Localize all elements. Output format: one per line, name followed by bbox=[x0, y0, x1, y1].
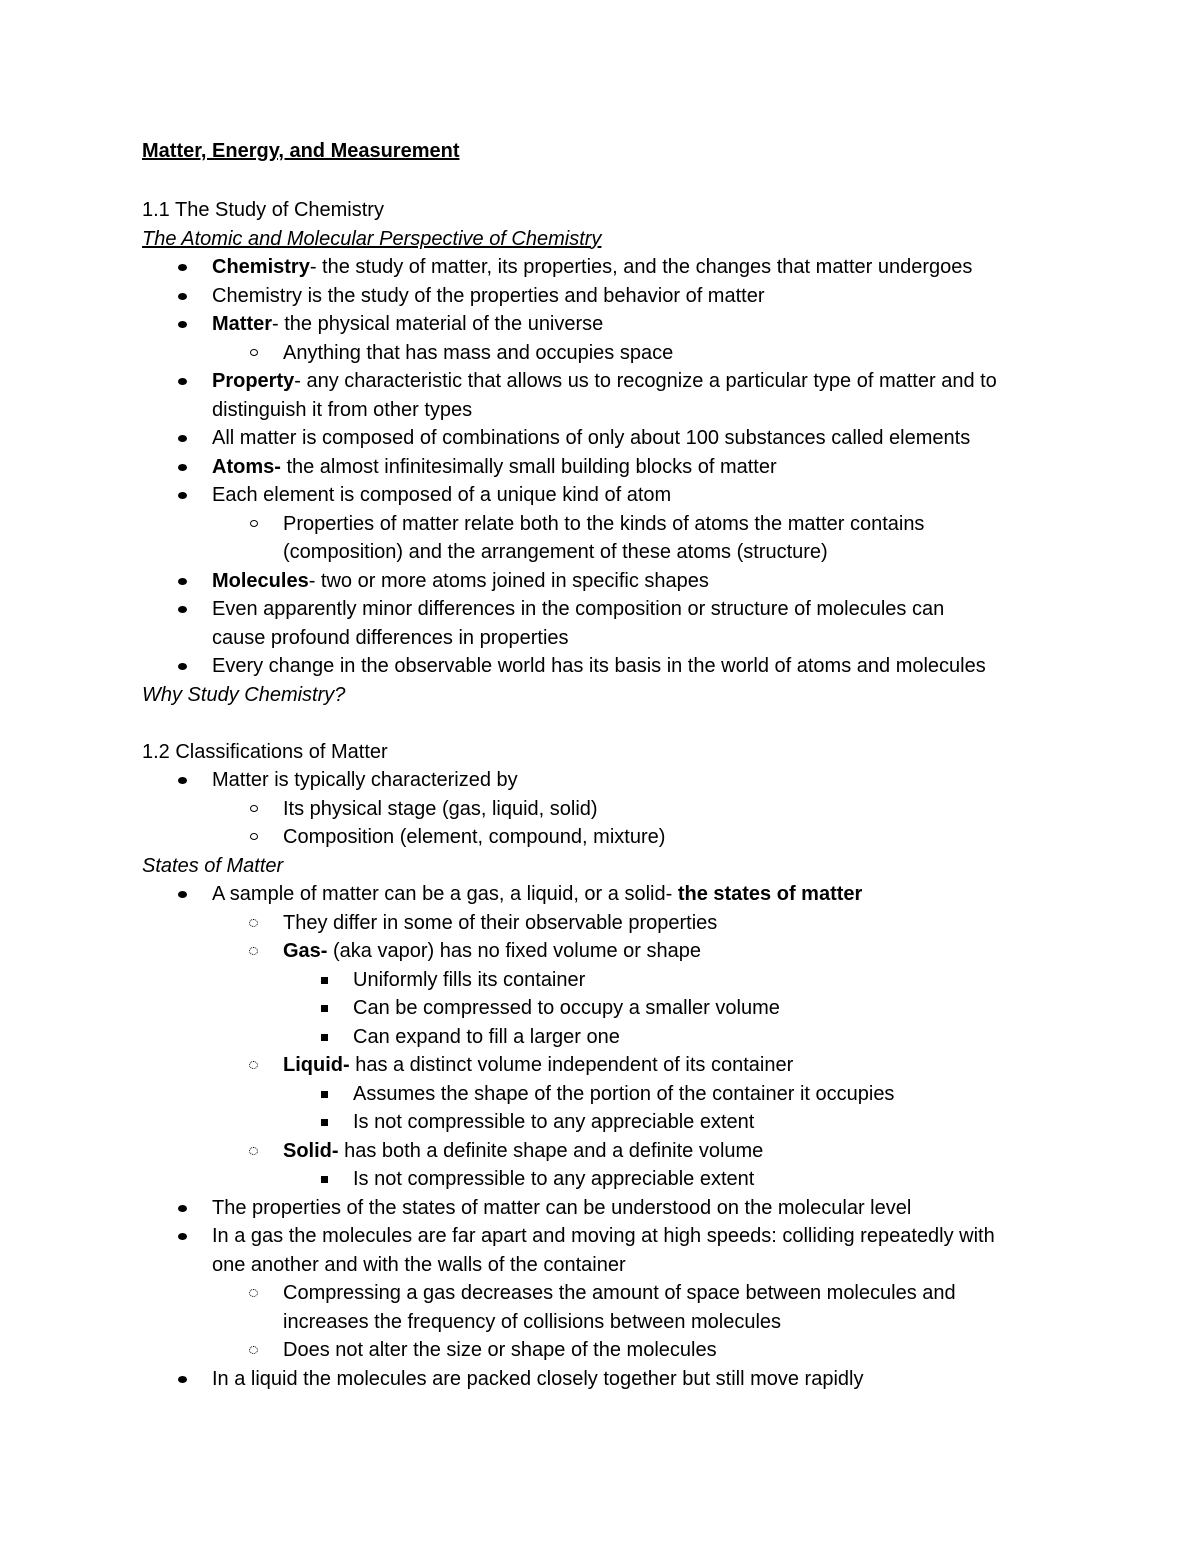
list-item: Matter- the physical material of the universe bbox=[142, 310, 1072, 339]
section-heading-1-1: 1.1 The Study of Chemistry bbox=[142, 199, 384, 221]
dotted-circle-bullet-icon bbox=[249, 947, 258, 955]
circle-bullet-icon bbox=[250, 349, 258, 356]
list-item: The properties of the states of matter can be understood on the molecular level bbox=[142, 1194, 1072, 1223]
bullet-icon bbox=[178, 578, 187, 585]
list-states-of-matter bbox=[142, 880, 1072, 1393]
list-item: Its physical stage (gas, liquid, solid) bbox=[142, 795, 1072, 824]
spacer bbox=[142, 709, 1072, 738]
square-bullet-icon bbox=[321, 1176, 328, 1183]
dotted-circle-bullet-icon bbox=[249, 1289, 258, 1297]
term: Molecules bbox=[212, 569, 309, 592]
bullet-icon bbox=[178, 435, 187, 442]
bullet-icon bbox=[178, 293, 187, 300]
list-item: Solid- has both a definite shape and a definite volume bbox=[142, 1137, 1072, 1166]
list-item: Assumes the shape of the portion of the container it occupies bbox=[142, 1080, 1072, 1109]
list-item: Composition (element, compound, mixture) bbox=[142, 823, 1072, 852]
bullet-icon bbox=[178, 492, 187, 499]
bullet-icon bbox=[178, 378, 187, 385]
bullet-icon bbox=[178, 1376, 187, 1383]
document-title: Matter, Energy, and Measurement bbox=[142, 140, 460, 162]
term: the states of matter bbox=[677, 883, 863, 905]
list-item: Compressing a gas decreases the amount of space between molecules and increases the frequency of collisions between molecules bbox=[142, 1279, 1072, 1336]
square-bullet-icon bbox=[321, 1034, 328, 1041]
term: Liquid- bbox=[283, 1054, 350, 1076]
list-item: Does not alter the size or shape of the molecules bbox=[142, 1336, 1072, 1365]
square-bullet-icon bbox=[321, 1005, 328, 1012]
dotted-circle-bullet-icon bbox=[249, 1147, 258, 1155]
circle-bullet-icon bbox=[250, 805, 258, 812]
square-bullet-icon bbox=[321, 1119, 328, 1126]
list-item: Can expand to fill a larger one bbox=[142, 1023, 1072, 1052]
list-section-1-2 bbox=[142, 766, 1072, 852]
list-item: Every change in the observable world has its basis in the world of atoms and molecules bbox=[142, 652, 1072, 681]
dotted-circle-bullet-icon bbox=[249, 1346, 258, 1354]
list-item: A sample of matter can be a gas, a liquid, or a solid- the states of matter bbox=[142, 880, 1072, 909]
section-heading-1-2: 1.2 Classifications of Matter bbox=[142, 740, 388, 763]
term: Atoms- bbox=[212, 455, 281, 478]
bullet-icon bbox=[178, 264, 187, 271]
term: Property bbox=[212, 370, 295, 392]
bullet-icon bbox=[178, 1233, 187, 1240]
circle-bullet-icon bbox=[250, 520, 258, 527]
list-item: Is not compressible to any appreciable extent bbox=[142, 1165, 1072, 1194]
list-item: Liquid- has a distinct volume independent of its container bbox=[142, 1051, 1072, 1080]
term: Gas- bbox=[283, 940, 328, 962]
bullet-icon bbox=[178, 777, 187, 784]
document-body bbox=[142, 196, 1072, 1393]
list-item: In a liquid the molecules are packed closely together but still move rapidly bbox=[142, 1365, 1072, 1394]
square-bullet-icon bbox=[321, 977, 328, 984]
list-item: Matter is typically characterized by bbox=[142, 766, 1072, 795]
subheading-why-study: Why Study Chemistry? bbox=[142, 683, 346, 706]
list-item: Is not compressible to any appreciable extent bbox=[142, 1108, 1072, 1137]
dotted-circle-bullet-icon bbox=[249, 1061, 258, 1069]
list-item: Properties of matter relate both to the kinds of atoms the matter contains (composition) and the arrangement of these atoms (structure) bbox=[142, 510, 1072, 567]
circle-bullet-icon bbox=[250, 833, 258, 840]
bullet-icon bbox=[178, 891, 187, 898]
list-item: They differ in some of their observable properties bbox=[142, 909, 1072, 938]
list-item: All matter is composed of combinations of only about 100 substances called elements bbox=[142, 424, 1072, 453]
list-item: Each element is composed of a unique kind of atom bbox=[142, 481, 1072, 510]
list-item: Anything that has mass and occupies space bbox=[142, 339, 1072, 368]
list-item: Chemistry- the study of matter, its properties, and the changes that matter undergoes bbox=[142, 253, 1072, 282]
list-item: Uniformly fills its container bbox=[142, 966, 1072, 995]
term: Solid- bbox=[283, 1139, 339, 1162]
subheading-atomic-perspective: The Atomic and Molecular Perspective of Chemistry bbox=[142, 227, 602, 250]
bullet-icon bbox=[178, 663, 187, 670]
term: Matter bbox=[212, 313, 273, 335]
list-item: Gas- (aka vapor) has no fixed volume or shape bbox=[142, 937, 1072, 966]
bullet-icon bbox=[178, 464, 187, 471]
list-item: Chemistry is the study of the properties and behavior of matter bbox=[142, 282, 1072, 311]
bullet-icon bbox=[178, 606, 187, 613]
subheading-states-of-matter: States of Matter bbox=[142, 854, 284, 877]
term: Chemistry bbox=[212, 256, 310, 278]
list-item: Atoms- the almost infinitesimally small building blocks of matter bbox=[142, 453, 1072, 482]
square-bullet-icon bbox=[321, 1091, 328, 1098]
list-section-1-1 bbox=[142, 253, 1072, 681]
list-item: Can be compressed to occupy a smaller volume bbox=[142, 994, 1072, 1023]
list-item: Property- any characteristic that allows us to recognize a particular type of matter and to distinguish it from other types bbox=[142, 367, 1072, 424]
bullet-icon bbox=[178, 1205, 187, 1212]
list-item: Molecules- two or more atoms joined in specific shapes bbox=[142, 567, 1072, 596]
bullet-icon bbox=[178, 321, 187, 328]
list-item: In a gas the molecules are far apart and moving at high speeds: colliding repeatedly with one another and with the walls of the container bbox=[142, 1222, 1072, 1279]
list-item: Even apparently minor differences in the composition or structure of molecules can cause profound differences in properties bbox=[142, 595, 1072, 652]
dotted-circle-bullet-icon bbox=[249, 919, 258, 927]
